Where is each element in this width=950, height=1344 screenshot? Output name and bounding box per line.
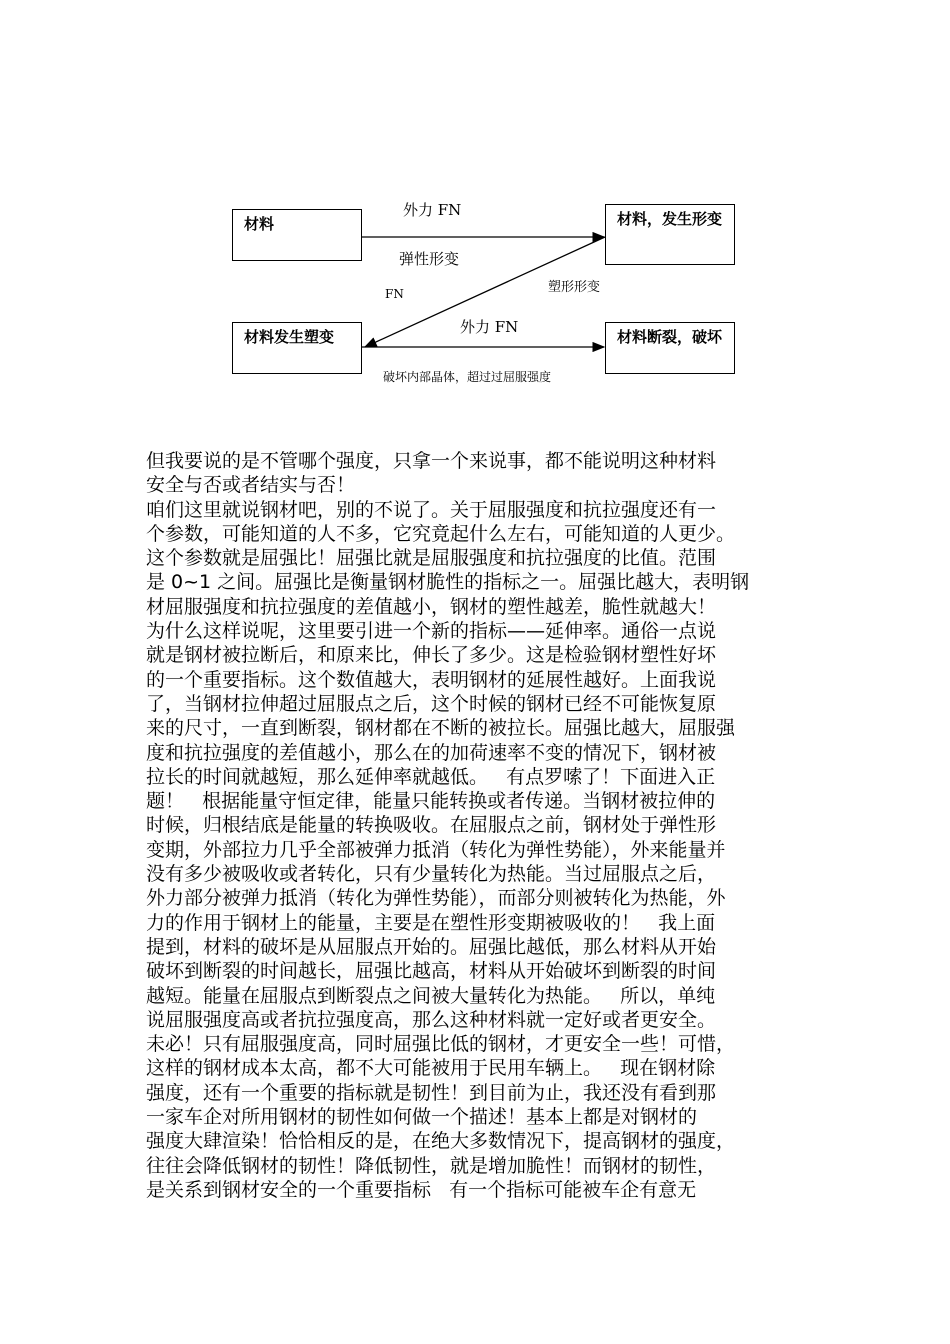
label-elastic: 弹性形变 <box>399 250 460 268</box>
flow-diagram <box>0 0 950 420</box>
text-line: 安全与否或者结实与否！ <box>146 474 356 497</box>
box-plastic-deformation: 材料发生塑变 <box>232 322 362 374</box>
text-line: 拉长的时间就越短，那么延伸率就越低。 有点罗嗦了！下面进入正 <box>146 765 716 788</box>
box-material: 材料 <box>232 209 362 261</box>
text-line: 但我要说的是不管哪个强度，只拿一个来说事，都不能说明这种材料 <box>146 450 717 472</box>
box-fracture: 材料断裂，破坏 <box>605 322 735 374</box>
text-line: 是 0~1 之间。屈强比是衡量钢材脆性的指标之一。屈强比越大，表明钢 <box>146 571 750 594</box>
text-line: 破坏到断裂的时间越长，屈强比越高，材料从开始破坏到断裂的时间 <box>146 960 717 983</box>
diagram-arrows <box>0 0 950 420</box>
label-plastic: 塑形形变 <box>548 280 601 295</box>
label-fn: FN <box>385 287 404 301</box>
text-line: 材屈服强度和抗拉强度的差值越小，钢材的塑性越差，脆性就越大！ <box>146 595 717 618</box>
text-line: 外力部分被弹力抵消（转化为弹性势能），而部分则被转化为热能，外 <box>146 887 726 910</box>
text-line: 强度大肆渲染！恰恰相反的是，在绝大多数情况下，提高钢材的强度， <box>146 1130 736 1153</box>
label-break-crystal: 破坏内部晶体，超过过屈服强度 <box>383 370 552 384</box>
text-line: 这个参数就是屈强比！屈强比就是屈服强度和抗拉强度的比值。范围 <box>146 547 717 570</box>
body-text <box>146 449 816 1202</box>
text-line: 一家车企对所用钢材的韧性如何做一个描述！基本上都是对钢材的 <box>146 1106 698 1129</box>
text-line: 力的作用于钢材上的能量，主要是在塑性形变期被吸收的！ 我上面 <box>146 911 716 934</box>
text-line: 时候，归根结底是能量的转换吸收。在屈服点之前，钢材处于弹性形 <box>146 814 717 837</box>
text-line: 提到，材料的破坏是从屈服点开始的。屈强比越低，那么材料从开始 <box>146 935 717 958</box>
text-line: 说屈服强度高或者抗拉强度高，那么这种材料就一定好或者更安全。 <box>146 1008 717 1031</box>
text-line: 为什么这样说呢，这里要引进一个新的指标——延伸率。通俗一点说 <box>146 620 717 643</box>
text-line: 咱们这里就说钢材吧，别的不说了。关于屈服强度和抗拉强度还有一 <box>146 498 717 521</box>
text-line: 强度，还有一个重要的指标就是韧性！到目前为止，我还没有看到那 <box>146 1081 717 1104</box>
text-line: 没有多少被吸收或者转化，只有少量转化为热能。当过屈服点之后， <box>146 863 717 886</box>
box-deformed: 材料，发生形变 <box>605 204 735 265</box>
label-force-bottom: 外力 FN <box>460 318 519 336</box>
text-line: 变期，外部拉力几乎全部被弹力抵消（转化为弹性势能），外来能量并 <box>146 838 726 861</box>
text-line: 度和抗拉强度的差值越小，那么在的加荷速率不变的情况下，钢材被 <box>146 741 717 764</box>
text-line: 了，当钢材拉伸超过屈服点之后，这个时候的钢材已经不可能恢复原 <box>146 692 717 715</box>
text-line: 的一个重要指标。这个数值越大，表明钢材的延展性越好。上面我说 <box>146 668 717 691</box>
text-line: 这样的钢材成本太高，都不大可能被用于民用车辆上。 现在钢材除 <box>146 1057 716 1080</box>
text-line: 题！ 根据能量守恒定律，能量只能转换或者传递。当钢材被拉伸的 <box>146 790 716 813</box>
text-line: 越短。能量在屈服点到断裂点之间被大量转化为热能。 所以，单纯 <box>146 984 716 1007</box>
text-line: 就是钢材被拉断后，和原来比，伸长了多少。这是检验钢材塑性好坏 <box>146 644 717 667</box>
text-line: 未必！只有屈服强度高，同时屈强比低的钢材，才更安全一些！可惜， <box>146 1033 736 1056</box>
label-force-top: 外力 FN <box>403 201 462 219</box>
text-line: 是关系到钢材安全的一个重要指标 有一个指标可能被车企有意无 <box>146 1178 697 1201</box>
text-line: 来的尺寸，一直到断裂，钢材都在不断的被拉长。屈强比越大，屈服强 <box>146 717 736 740</box>
text-line: 往往会降低钢材的韧性！降低韧性，就是增加脆性！而钢材的韧性， <box>146 1154 717 1177</box>
text-line: 个参数，可能知道的人不多，它究竟起什么左右，可能知道的人更少。 <box>146 522 736 545</box>
